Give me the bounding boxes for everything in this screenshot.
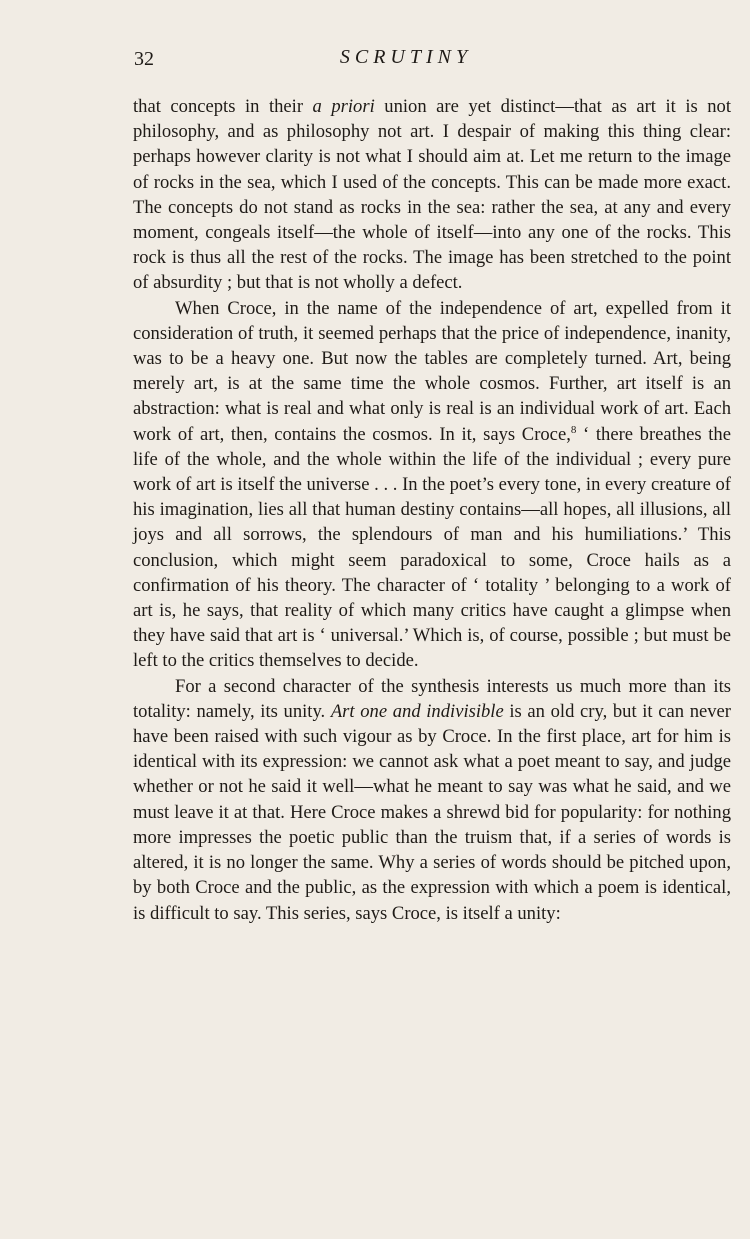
paragraph-2 xyxy=(133,296,731,674)
page-number: 32 xyxy=(134,48,154,70)
running-head: SCRUTINY xyxy=(339,46,473,68)
text-run: union are yet distinct—that as art it is not philosophy, and as philosophy not art. I despair of making this thing clear: perhaps however clarity is not what I should aim at. Let me return to the image of rocks in the sea, which I used of the concepts. This can be made more exact. The concepts do not stand as rocks in the sea: rather the sea, at any and every moment, congeals itself—the whole of itself—into any one of the rocks. This rock is thus all the rest of the rocks. The image has been stretched to the point of absurdity ; but that is not wholly a defect. xyxy=(133,96,732,294)
text-run: is an old cry, but it can never have been raised with such vigour as by Croce. In the first place, art for him is identical with its expression: we cannot ask what a poet meant to say, and judge whether or not he said it well—what he meant to say was what he said, and we must leave it at that. Here Croce makes a shrewd bid for popularity: for nothing more impresses the poetic public than the truism that, if a series of words is altered, it is no longer the same. Why a series of words should be pitched upon, by both Croce and the public, as the expression with which a poem is identical, is difficult to say. This series, says Croce, is itself a unity: xyxy=(133,700,731,924)
text-run: that concepts in their xyxy=(133,96,313,117)
paragraph-3 xyxy=(133,674,731,926)
paragraph-1 xyxy=(133,94,731,296)
text-run: For a second character of the synthesis interests us much more than its totality: namely, its unity. xyxy=(133,675,731,722)
body-text xyxy=(133,94,731,926)
italic-text: a priori xyxy=(312,96,375,117)
italic-text: Art one and indivisible xyxy=(330,700,504,722)
text-run: ‘ there breathes the life of the whole, and the whole within the life of the individual ; every pure work of art is itself the universe . . . In the poet’s every tone, in every creature of his imagination, lies all that human destiny contains—all hopes, all illusions, all joys and all sorrows, the splendours of man and his humiliations.’ This conclusion, which might seem paradoxical to some, Croce hails as a confirmation of his theory. The character of ‘ totality ’ belonging to a work of art is, he says, that reality of which many critics have caught a glimpse when they have said that art is ‘ universal.’ Which is, of course, possible ; but must be left to the critics themselves to decide. xyxy=(133,423,731,672)
page-header xyxy=(0,46,750,72)
text-run: When Croce, in the name of the independence of art, expelled from it consideration of truth, it seemed perhaps that the price of independence, inanity, was to be a heavy one. But now the tables are completely turned. Art, being merely art, is at the same time the whole cosmos. Further, art itself is an abstraction: what is real and what only is real is an individual work of art. Each work of art, then, contains the cosmos. In it, says Croce, xyxy=(133,297,731,445)
footnote-marker: 8 xyxy=(570,423,577,436)
